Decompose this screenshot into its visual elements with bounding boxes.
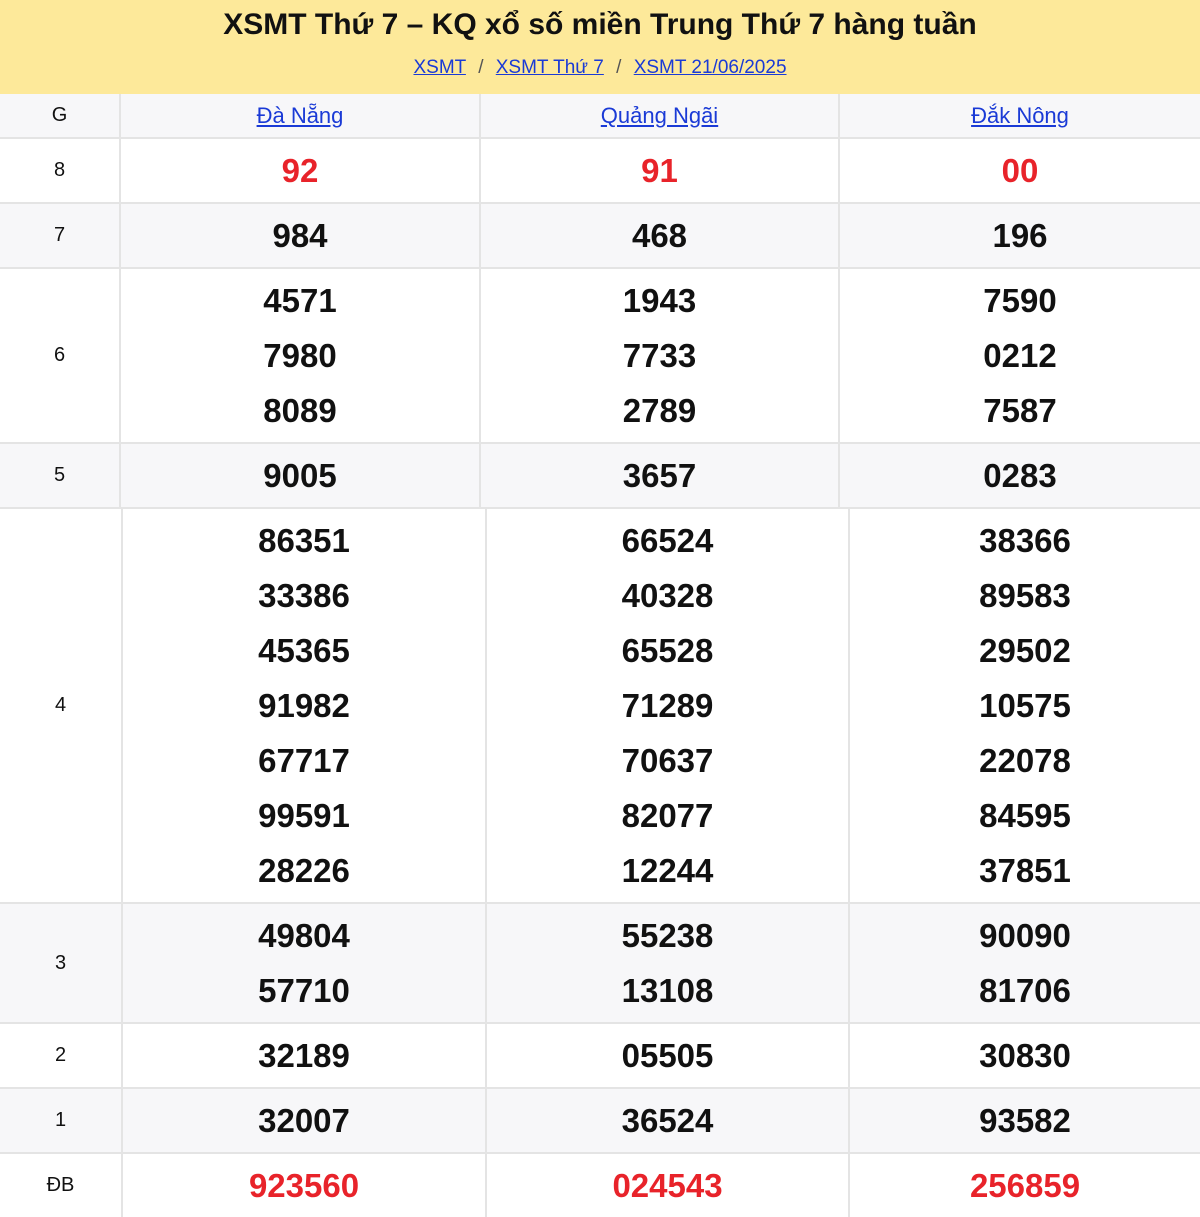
prize-number: 984 xyxy=(272,217,328,254)
prize-label: 5 xyxy=(0,444,121,507)
prize-number: 37851 xyxy=(979,852,1071,889)
prize-number: 923560 xyxy=(248,1167,360,1204)
prize-number: 3657 xyxy=(622,457,697,494)
prize-number: 0283 xyxy=(983,457,1057,494)
prize-number: 66524 xyxy=(621,522,714,559)
prize-cell xyxy=(850,1154,1200,1217)
prize-number: 38366 xyxy=(979,522,1071,559)
prize-cell xyxy=(123,1089,487,1152)
prize-number: 81706 xyxy=(979,972,1071,1009)
prize-number: 92 xyxy=(281,152,319,189)
page-title: XSMT Thứ 7 – KQ xổ số miền Trung Thứ 7 hàng tuần xyxy=(223,8,977,41)
prize-cell xyxy=(840,269,1200,442)
prize-cell xyxy=(481,269,840,442)
prize-number: 7980 xyxy=(263,337,337,374)
prize-row xyxy=(0,1087,1200,1152)
prize-label: 4 xyxy=(0,509,123,902)
breadcrumb-separator: / xyxy=(616,57,622,78)
prize-cell xyxy=(487,1024,850,1087)
prize-cell xyxy=(850,1024,1200,1087)
breadcrumb-separator: / xyxy=(478,57,484,78)
prize-cell xyxy=(121,139,481,202)
prize-number: 024543 xyxy=(612,1167,723,1204)
prize-label: 3 xyxy=(0,904,123,1022)
prize-cell xyxy=(840,139,1200,202)
prize-number: 256859 xyxy=(969,1167,1081,1204)
province-link[interactable]: Quảng Ngãi xyxy=(481,94,840,137)
prize-number: 7587 xyxy=(983,392,1057,429)
prize-number: 7590 xyxy=(983,282,1057,319)
prize-number: 90090 xyxy=(979,917,1071,954)
prize-number: 86351 xyxy=(258,522,350,559)
prize-number: 89583 xyxy=(979,577,1071,614)
prize-number: 49804 xyxy=(258,917,350,954)
g-column-header: G xyxy=(0,94,121,137)
prize-number: 8089 xyxy=(263,392,337,429)
prize-cell xyxy=(487,1154,850,1217)
prize-number: 91 xyxy=(641,152,678,189)
prize-cell xyxy=(840,204,1200,267)
breadcrumb-xsmt-link[interactable]: XSMT xyxy=(413,57,466,78)
prize-number: 32007 xyxy=(258,1102,350,1139)
prize-number: 82077 xyxy=(621,797,714,834)
prize-label: 2 xyxy=(0,1024,123,1087)
prize-number: 05505 xyxy=(621,1037,714,1074)
prize-number: 40328 xyxy=(621,577,714,614)
prize-row xyxy=(0,1152,1200,1217)
prize-label: 8 xyxy=(0,139,121,202)
prize-number: 93582 xyxy=(979,1102,1071,1139)
prize-number: 0212 xyxy=(983,337,1057,374)
prize-cell xyxy=(487,1089,850,1152)
prize-number: 57710 xyxy=(258,972,350,1009)
prize-number: 13108 xyxy=(621,972,714,1009)
prize-number: 99591 xyxy=(258,797,350,834)
prize-number: 91982 xyxy=(258,687,350,724)
prize-row xyxy=(0,267,1200,442)
prize-number: 12244 xyxy=(621,852,714,889)
prize-cell xyxy=(123,1154,487,1217)
prize-row xyxy=(0,902,1200,1022)
prize-number: 33386 xyxy=(258,577,350,614)
prize-cell xyxy=(121,204,481,267)
prize-label: 1 xyxy=(0,1089,123,1152)
prize-cell xyxy=(850,904,1200,1022)
province-link[interactable]: Đắk Nông xyxy=(971,102,1069,128)
prize-cell xyxy=(481,444,840,507)
prize-number: 4571 xyxy=(263,282,337,319)
prize-cell xyxy=(487,904,850,1022)
prize-label: 6 xyxy=(0,269,121,442)
prize-cell xyxy=(123,509,487,902)
prize-cell xyxy=(850,509,1200,902)
prize-label: 7 xyxy=(0,204,121,267)
breadcrumb-date-link[interactable]: XSMT 21/06/2025 xyxy=(633,57,787,78)
prize-row xyxy=(0,1022,1200,1087)
prize-number: 30830 xyxy=(979,1037,1071,1074)
prize-number: 71289 xyxy=(621,687,714,724)
prize-cell xyxy=(123,904,487,1022)
prize-cell xyxy=(850,1089,1200,1152)
prize-number: 7733 xyxy=(622,337,697,374)
prize-number: 55238 xyxy=(621,917,714,954)
prize-number: 67717 xyxy=(258,742,350,779)
prize-number: 36524 xyxy=(621,1102,714,1139)
prize-number: 468 xyxy=(631,217,688,254)
prize-number: 1943 xyxy=(622,282,697,319)
prize-number: 45365 xyxy=(258,632,350,669)
prize-cell xyxy=(481,139,840,202)
province-link[interactable]: Đà Nẵng xyxy=(121,94,481,137)
prize-number: 00 xyxy=(1001,152,1039,189)
prize-number: 9005 xyxy=(263,457,337,494)
prize-cell xyxy=(123,1024,487,1087)
prize-cell xyxy=(121,444,481,507)
prize-cell xyxy=(481,204,840,267)
prize-label: ĐB xyxy=(0,1154,123,1217)
prize-number: 29502 xyxy=(979,632,1071,669)
prize-number: 10575 xyxy=(979,687,1071,724)
prize-number: 65528 xyxy=(621,632,714,669)
prize-number: 32189 xyxy=(258,1037,350,1074)
breadcrumb-xsmt-thu7-link[interactable]: XSMT Thứ 7 xyxy=(495,57,604,78)
prize-number: 22078 xyxy=(979,742,1071,779)
prize-number: 84595 xyxy=(979,797,1071,834)
prize-number: 2789 xyxy=(622,392,697,429)
prize-number: 28226 xyxy=(258,852,350,889)
table-header-row xyxy=(0,94,1200,137)
prize-cell xyxy=(840,444,1200,507)
prize-cell xyxy=(121,269,481,442)
prize-row xyxy=(0,442,1200,507)
prize-cell xyxy=(487,509,850,902)
prize-row xyxy=(0,137,1200,202)
prize-row xyxy=(0,507,1200,902)
prize-number: 196 xyxy=(992,217,1048,254)
breadcrumb xyxy=(0,57,1200,79)
prize-number: 70637 xyxy=(621,742,714,779)
prize-row xyxy=(0,202,1200,267)
page-header xyxy=(0,0,1200,94)
